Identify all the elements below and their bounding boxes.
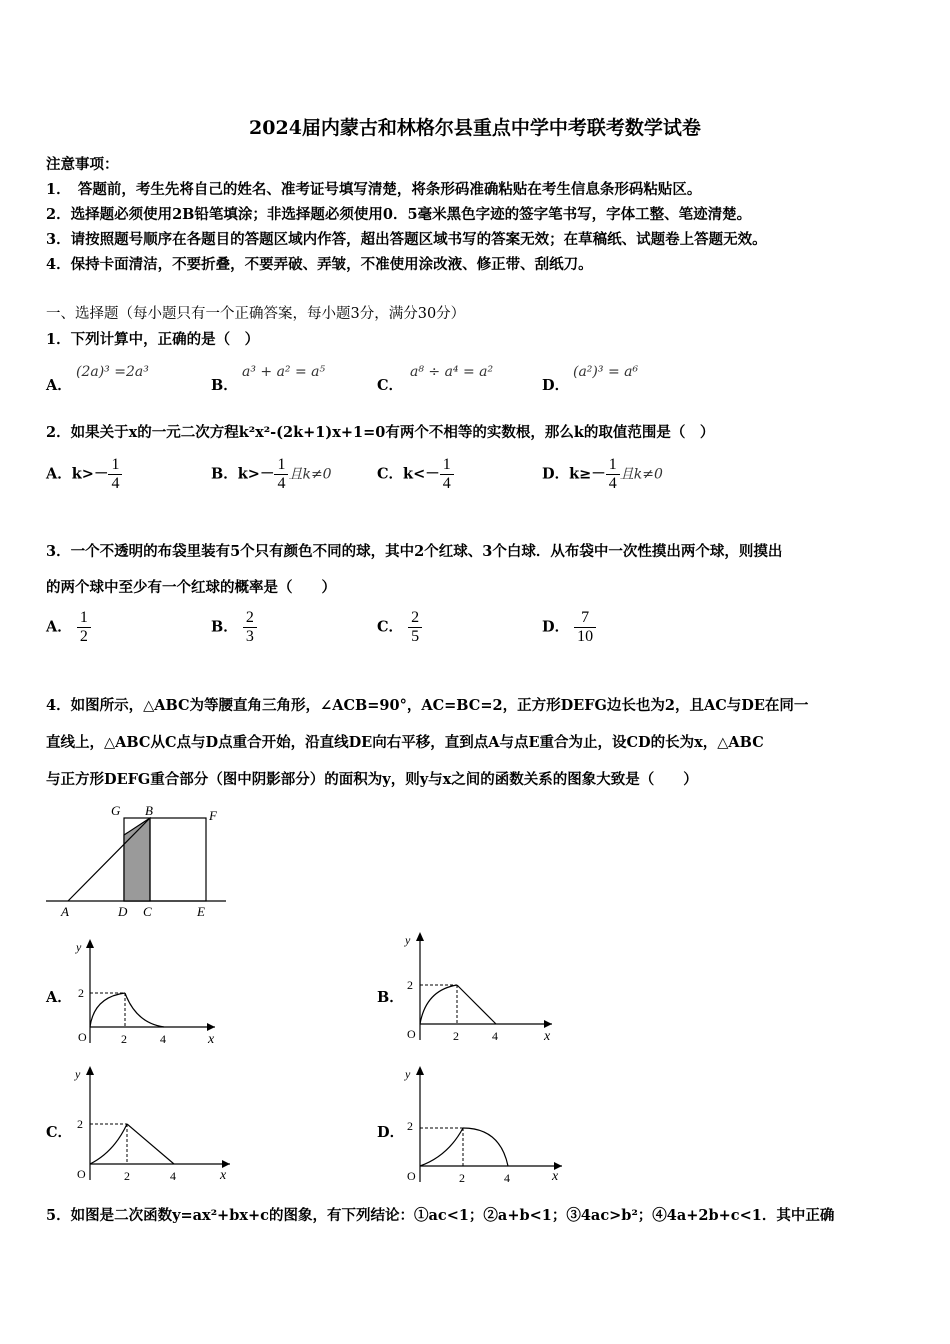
label-g: G — [111, 803, 121, 818]
q3-option-c — [377, 609, 422, 646]
notice-item: 1． 答题前，考生先将自己的姓名、准考证号填写清楚，将条形码准确粘贴在考生信息条形码粘贴区。 — [46, 181, 702, 198]
q2-option-b-pre: k>－ — [237, 465, 275, 483]
y-arrow — [416, 932, 424, 941]
graph-option-a — [72, 935, 222, 1050]
y-label: y — [405, 1067, 411, 1081]
q1-option-b-expr: a³ + a² = a⁵ — [242, 364, 326, 380]
y-label: y — [76, 940, 82, 954]
q5-stem: 5．如图是二次函数y=ax²+bx+c的图象，有下列结论：①ac<1；②a+b<1；③4ac>b²；④4a+2b+c<1．其中正确 — [46, 1207, 835, 1224]
tick-2-x: 2 — [124, 1169, 130, 1183]
q2-option-c-fraction — [440, 456, 454, 493]
q3-option-c-fraction — [408, 609, 422, 646]
q2-option-d — [542, 456, 663, 493]
q2-option-b-fraction — [274, 456, 288, 493]
q4-stem-line1: 4．如图所示，△ABC为等腰直角三角形，∠ACB=90°，AC=BC=2，正方形DEFG边长也为2，且AC与DE在同一 — [46, 697, 809, 714]
x-arrow — [207, 1023, 215, 1031]
fraction-numerator: 1 — [108, 456, 122, 475]
fraction-numerator: 2 — [243, 609, 257, 628]
q3-option-d-label: D． — [542, 618, 570, 636]
graph-option-b — [402, 928, 560, 1048]
q4-figure — [44, 800, 228, 920]
page-title: 2024届内蒙古和林格尔县重点中学中考联考数学试卷 — [249, 117, 701, 139]
tick-4-x: 4 — [170, 1169, 176, 1183]
tick-2-y: 2 — [407, 978, 413, 992]
q2-option-d-post: 且k≠0 — [619, 466, 663, 483]
curve-fall — [125, 993, 164, 1027]
x-label: x — [552, 1169, 559, 1184]
fraction-denominator: 2 — [79, 628, 88, 645]
x-arrow — [544, 1020, 552, 1028]
line-fall — [457, 985, 496, 1024]
origin-label: O — [77, 1167, 86, 1181]
curve-fall — [463, 1128, 508, 1166]
tick-2-x: 2 — [459, 1171, 465, 1185]
fraction-numerator: 7 — [574, 609, 596, 628]
q2-option-a-label: A． — [46, 465, 72, 483]
q1-stem: 1．下列计算中，正确的是（ ） — [46, 331, 260, 348]
q4-stem-line2: 直线上，△ABC从C点与D点重合开始，沿直线DE向右平移，直到点A与点E重合为止，设CD的长为x，△ABC — [46, 734, 764, 751]
q4-option-d-label: D． — [377, 1124, 405, 1141]
q1-option-a-label: A． — [46, 377, 72, 394]
q1-option-a-expr: (2a)³ =2a³ — [76, 364, 149, 380]
q3-option-b — [211, 609, 257, 646]
tick-2-y: 2 — [77, 1117, 83, 1131]
q2-option-d-label: D． — [542, 465, 570, 483]
origin-label: O — [407, 1027, 416, 1041]
curve-rise — [90, 1124, 127, 1164]
q2-option-b-label: B． — [211, 465, 238, 483]
label-a: A — [61, 904, 69, 919]
q3-stem-line2: 的两个球中至少有一个红球的概率是（ ） — [46, 579, 336, 596]
q2-option-d-pre: k≥－ — [569, 465, 606, 483]
tick-2-x: 2 — [453, 1029, 459, 1043]
fraction-denominator: 5 — [411, 628, 420, 645]
graph-option-c — [72, 1062, 237, 1184]
fraction-numerator: 1 — [440, 456, 454, 475]
y-label: y — [405, 933, 411, 947]
q2-option-a — [46, 456, 122, 493]
y-label: y — [75, 1067, 81, 1081]
q3-option-a — [46, 609, 91, 646]
label-d: D — [118, 904, 128, 919]
fraction-numerator: 1 — [274, 456, 288, 475]
label-c: C — [143, 904, 152, 919]
y-arrow — [86, 1066, 94, 1075]
q2-option-a-fraction — [108, 456, 122, 493]
q3-option-b-label: B． — [211, 618, 238, 636]
q2-option-a-pre: k>－ — [71, 465, 109, 483]
tick-2-y: 2 — [407, 1119, 413, 1133]
fraction-denominator: 4 — [111, 475, 120, 492]
notice-item: 2．选择题必须使用2B铅笔填涂；非选择题必须使用0．5毫米黑色字迹的签字笔书写，字体工整、笔迹清楚。 — [46, 206, 752, 223]
tick-4-x: 4 — [504, 1171, 510, 1185]
q2-stem: 2．如果关于x的一元二次方程k²x²-(2k+1)x+1=0有两个不相等的实数根，那么k的取值范围是（ ） — [46, 424, 715, 441]
fraction-denominator: 4 — [277, 475, 286, 492]
tick-2-x: 2 — [121, 1032, 127, 1046]
q2-option-c-pre: k<－ — [403, 465, 440, 483]
q3-option-b-fraction — [243, 609, 257, 646]
x-arrow — [222, 1160, 230, 1168]
y-arrow — [86, 939, 94, 948]
q4-stem-line3: 与正方形DEFG重合部分（图中阴影部分）的面积为y，则y与x之间的函数关系的图象大致是（ ） — [46, 771, 698, 788]
line-fall — [127, 1124, 174, 1164]
q2-option-b-post: 且k≠0 — [288, 466, 332, 483]
q3-option-d-fraction — [574, 609, 596, 646]
notice-heading: 注意事项： — [46, 156, 119, 173]
q2-option-c — [377, 456, 454, 493]
q4-option-b-label: B． — [377, 989, 404, 1006]
origin-label: O — [407, 1169, 416, 1183]
label-f: F — [209, 808, 217, 823]
label-e: E — [197, 904, 205, 919]
q3-option-d — [542, 609, 596, 646]
fraction-denominator: 10 — [577, 628, 594, 645]
q1-option-c-label: C． — [377, 377, 404, 394]
q3-option-c-label: C． — [377, 618, 404, 636]
curve-rise — [420, 1128, 463, 1166]
origin-label: O — [78, 1030, 87, 1044]
notice-item: 3．请按照题号顺序在各题目的答题区域内作答，超出答题区域书写的答案无效；在草稿纸、试题卷上答题无效。 — [46, 231, 767, 248]
graph-option-d — [402, 1062, 567, 1186]
tick-2-y: 2 — [78, 986, 84, 1000]
fraction-denominator: 4 — [608, 475, 617, 492]
x-label: x — [208, 1032, 215, 1047]
notice-item: 4．保持卡面清洁，不要折叠，不要弄破、弄皱，不准使用涂改液、修正带、刮纸刀。 — [46, 256, 593, 273]
curve-rise — [420, 985, 457, 1024]
fraction-denominator: 3 — [245, 628, 254, 645]
q2-option-d-fraction — [606, 456, 620, 493]
q3-option-a-label: A． — [46, 618, 72, 636]
q2-option-b — [211, 456, 332, 493]
q1-option-d-label: D． — [542, 377, 570, 394]
tick-4-x: 4 — [492, 1029, 498, 1043]
q3-stem-line1: 3．一个不透明的布袋里装有5个只有颜色不同的球，其中2个红球、3个白球．从布袋中一次性摸出两个球，则摸出 — [46, 543, 783, 560]
tick-4-x: 4 — [160, 1032, 166, 1046]
q4-option-c-label: C． — [46, 1124, 73, 1141]
q1-option-c-expr: a⁸ ÷ a⁴ = a² — [410, 364, 494, 380]
section-heading: 一、选择题（每小题只有一个正确答案，每小题3分，满分30分） — [46, 306, 466, 322]
fraction-numerator: 2 — [408, 609, 422, 628]
q1-option-d-expr: (a²)³ = a⁶ — [573, 364, 639, 380]
curve-rise — [90, 993, 125, 1027]
fraction-denominator: 4 — [442, 475, 451, 492]
q3-option-a-fraction — [77, 609, 91, 646]
x-label: x — [220, 1168, 227, 1183]
label-b: B — [145, 803, 153, 818]
fraction-numerator: 1 — [77, 609, 91, 628]
q2-option-c-label: C． — [377, 465, 404, 483]
fraction-numerator: 1 — [606, 456, 620, 475]
x-label: x — [544, 1029, 551, 1044]
y-arrow — [416, 1066, 424, 1075]
q4-option-a-label: A． — [46, 989, 72, 1006]
q1-option-b-label: B． — [211, 377, 238, 394]
